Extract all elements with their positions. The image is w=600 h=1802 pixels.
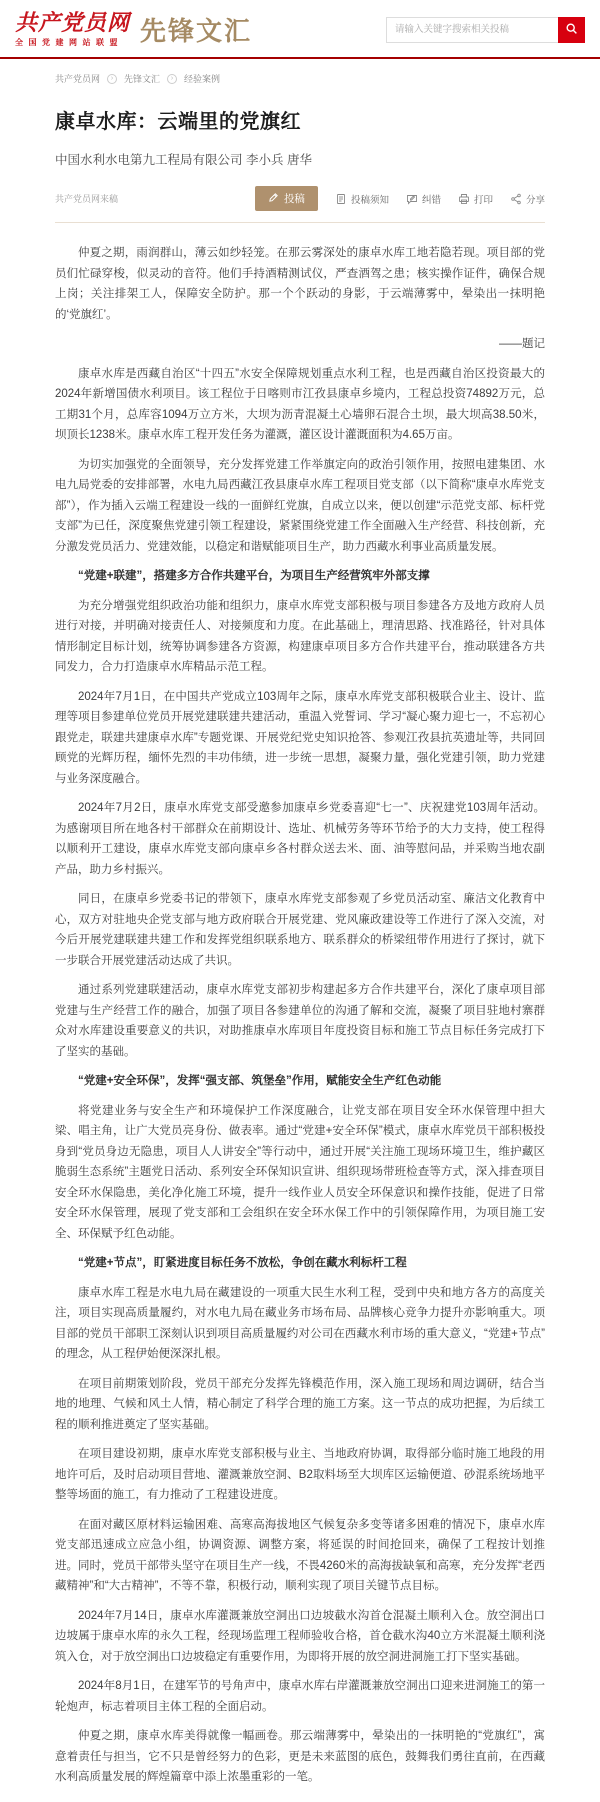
article-paragraph: 为切实加强党的全面领导，充分发挥党建工作举旗定向的政治引领作用，按照电建集团、水电九局党委的安排部署，水电九局西藏江孜县康卓水库工程项目党支部（以下简称“康卓水库党支部”），作为插入云端工程建设一线的一面鲜红党旗，自成立以来，便以创建“示范党支部、标杆党支部”为已任，深度聚焦党建引领工程建设，紧紧围绕党建工作全面融入生产经营、科技创新，充分激发党员活力、党建效能，以稳定和谐赋能项目生产，助力西藏水利事业高质量发展。 [55, 458, 545, 553]
search-button[interactable] [558, 17, 585, 43]
print-label: 打印 [473, 194, 493, 206]
article-paragraph: 为充分增强党组织政治功能和组织力，康卓水库党支部积极与项目参建各方及地方政府人员进行对接，并明确对接责任人、对接频度和力度。在此基础上，理清思路、找准路径，针对具体情形制定目标计划，统筹协调参建各方资源，构建康卓项目多方合作共建平台，推动联建各方共同发力，合力打造康卓水库精品示范工程。 [55, 599, 545, 673]
correction-button[interactable] [406, 192, 441, 206]
article-paragraph: 2024年8月1日，在建军节的号角声中，康卓水库右岸灌溉兼放空洞出口迎来进洞施工的第一轮炮声，标志着项目主体工程的全面启动。 [55, 1680, 545, 1713]
section-heading: “党建+安全环保”，发挥“强支部、筑堡垒”作用，赋能安全生产红色动能 [78, 1075, 442, 1087]
site-logo[interactable] [15, 11, 130, 48]
correction-label: 纠错 [421, 194, 441, 206]
logo-subtitle: 全国党建网站联盟 [15, 38, 123, 47]
breadcrumb [0, 59, 600, 85]
document-icon [335, 193, 347, 205]
breadcrumb-item[interactable]: 经验案例 [184, 74, 221, 84]
article-paragraph: 2024年7月14日，康卓水库灌溉兼放空洞出口边坡截水沟首仓混凝土顺利入仓。放空洞出口边坡属于康卓水库的永久工程，经现场监理工程师验收合格，首仓截水沟40立方米混凝土顺利浇筑入仓，对于放空洞出口边坡稳定有重要作用，为即将开展的放空洞进洞施工打下坚实基础。 [55, 1609, 545, 1663]
article-paragraph: 通过系列党建联建活动，康卓水库党支部初步构建起多方合作共建平台，深化了康卓项目部党建与生产经营工作的融合，加强了项目各参建单位的沟通了解和交流，凝聚了项目驻地村寨群众对水库建设重要意义的共识，对助推康卓水库项目年度投资目标和施工节点目标任务完成打下了坚实的基础。 [55, 984, 545, 1058]
article-body [55, 223, 545, 1788]
article-paragraph: 在项目建设初期，康卓水库党支部积极与业主、当地政府协调，取得部分临时施工地段的用地许可后，及时启动项目营地、灌溉兼放空洞、B2取料场至大坝库区运输便道、砂混系统场地平整等场面的施工，有力推动了工程建设进度。 [55, 1448, 545, 1501]
search-icon [565, 22, 578, 38]
article-paragraph: 在项目前期策划阶段，党员干部充分发挥先锋模范作用，深入施工现场和周边调研，结合当地的地理、气候和风土人情，精心制定了科学合理的施工方案。这一节点的成功把握，为后续工程的顺利推进奠定了坚实基础。 [55, 1377, 545, 1431]
page-title: 康卓水库：云端里的党旗红 [55, 111, 301, 133]
article-source: 共产党员网来稿 [55, 194, 119, 204]
article-author: 中国水利水电第九工程局有限公司 李小兵 唐华 [55, 153, 312, 167]
site-header [0, 0, 600, 57]
section-heading: “党建+联建”，搭建多方合作共建平台，为项目生产经营筑牢外部支撑 [78, 570, 430, 582]
article-paragraph: 仲夏之期，康卓水库美得就像一幅画卷。那云端薄雾中，晕染出的一抹明艳的“党旗红”，寓意着责任与担当，它不只是曾经努力的色彩，更是未来蓝图的底色，鼓舞我们勇往直前，在西藏水利高质量发展的辉煌篇章中添上浓墨重彩的一笔。 [55, 1730, 545, 1783]
article-paragraph: 2024年7月1日，在中国共产党成立103周年之际，康卓水库党支部积极联合业主、设计、监理等项目参建单位党员开展党建联建共建活动，重温入党誓词、学习“凝心聚力迎七一，不忘初心跟党走，联建共建康卓水库”专题党课、开展党纪党史知识抢答、参观江孜县抗英遗址等，共同回顾党的光辉历程，缅怀先烈的丰功伟绩，进一步统一思想，凝聚力量，强化党建引领，助力党建与业务深度融合。 [55, 690, 545, 785]
submit-button[interactable] [255, 186, 318, 211]
share-button[interactable] [510, 192, 545, 206]
submission-notice-button[interactable] [335, 192, 389, 206]
printer-icon [458, 193, 470, 205]
submission-notice-label: 投稿须知 [350, 194, 389, 206]
search-bar [386, 17, 585, 43]
epigraph-signature: ——题记 [499, 338, 545, 350]
share-icon [510, 193, 522, 205]
article-paragraph: 康卓水库工程是水电九局在藏建设的一项重大民生水利工程，受到中央和地方各方的高度关注，项目实现高质量履约，对水电九局在藏业务市场布局、品牌核心竞争力提升亦影响重大。项目部的党员干部职工深刻认识到项目高质量履约对公司在西藏水利市场的重大意义，“党建+节点”的理念，从工程伊始便深深扎根。 [55, 1286, 545, 1360]
article-paragraph: 在面对藏区原材料运输困难、高寒高海拔地区气候复杂多变等诸多困难的情况下，康卓水库党支部迅速成立应急小组，协调资源、调整方案，将延误的时间抢回来，确保了工程按计划推进。同时，党员干部带头坚守在项目生产一线，不畏4260米的高海拔缺氧和高寒，充分发挥“老西藏精神”和“大古精神”，不等不靠，积极行动，顺利实现了项目关键节点目标。 [55, 1518, 545, 1592]
pencil-icon [268, 192, 279, 206]
article-paragraph: 康卓水库是西藏自治区“十四五”水安全保障规划重点水利工程，也是西藏自治区投资最大的2024年新增国债水利项目。该工程位于日喀则市江孜县康卓乡境内，工程总投资74892万元，总工期31个月，总库容1094万立方米，大坝为沥青混凝土心墙卵石混合土坝，最大坝高38.50米，坝顶长1238米。康卓水库工程开发任务为灌溉，灌区设计灌溉面积为4.65万亩。 [55, 367, 545, 441]
article-paragraph: 同日，在康卓乡党委书记的带领下，康卓水库党支部参观了乡党员活动室、廉洁文化教育中心，双方对驻地央企党支部与地方政府联合开展党建、党风廉政建设等工作进行了深入交流，对今后开展党建联建共建工作和发挥党组织联系地方、联系群众的桥梁纽带作用进行了探讨，就下一步联合开展党建活动达成了共识。 [55, 893, 545, 967]
submit-button-label: 投稿 [283, 193, 305, 205]
breadcrumb-separator-icon: › [107, 74, 117, 84]
logo-title: 共产党员网 [15, 10, 131, 36]
article-paragraph: 2024年7月2日，康卓水库党支部受邀参加康卓乡党委喜迎“七一”、庆祝建党103周年活动。为感谢项目所在地各村干部群众在前期设计、选址、机械劳务等环节给予的大力支持，使工程得以顺利开工建设，康卓水库党支部向康卓乡各村群众送去米、面、油等慰问品，并采购当地农副产品，助力乡村振兴。 [55, 802, 545, 876]
article-paragraph: 将党建业务与安全生产和环境保护工作深度融合，让党支部在项目安全环水保管理中担大梁、唱主角，让广大党员亮身份、做表率。通过“党建+安全环保”模式，康卓水库党员干部积极投身到“党员身边无隐患，项目人人讲安全”等行动中，通过开展“关注施工现场环境卫生，维护藏区脆弱生态系统”主题党日活动、系列安全环保知识宣讲、组织现场带班检查等方式，深入排查项目安全环水保隐患，美化净化施工环境，提升一线作业人员安全环保意识和操作技能，促进了日常安全环水保管理，展现了党支部和工会组织在安全环水保工作中的引领保障作用，为项目施工安全、环保赋予红色动能。 [55, 1104, 545, 1240]
breadcrumb-item[interactable]: 先锋文汇 [124, 74, 161, 84]
search-input[interactable] [386, 17, 558, 43]
section-heading: “党建+节点”，盯紧进度目标任务不放松，争创在藏水利标杆工程 [78, 1257, 407, 1269]
breadcrumb-item[interactable]: 共产党员网 [55, 74, 101, 84]
article-toolbar [255, 186, 545, 211]
article [0, 109, 600, 1802]
article-paragraph: 仲夏之期，雨润群山，薄云如纱轻笼。在那云雾深处的康卓水库工地若隐若现。项目部的党员们忙碌穿梭，似灵动的音符。他们手持酒精测试仪，严查酒驾之患；核实操作证件，确保合规上岗；关注排架工人，保障安全防护。那一个个跃动的身影，于云端薄雾中，晕染出一抹明艳的‘党旗红’。 [55, 247, 545, 321]
edit-note-icon [406, 193, 418, 205]
print-button[interactable] [458, 192, 493, 206]
breadcrumb-separator-icon: › [167, 74, 177, 84]
share-label: 分享 [525, 194, 545, 206]
site-section-name: 先锋文汇 [140, 16, 253, 46]
article-meta-row [55, 186, 545, 211]
